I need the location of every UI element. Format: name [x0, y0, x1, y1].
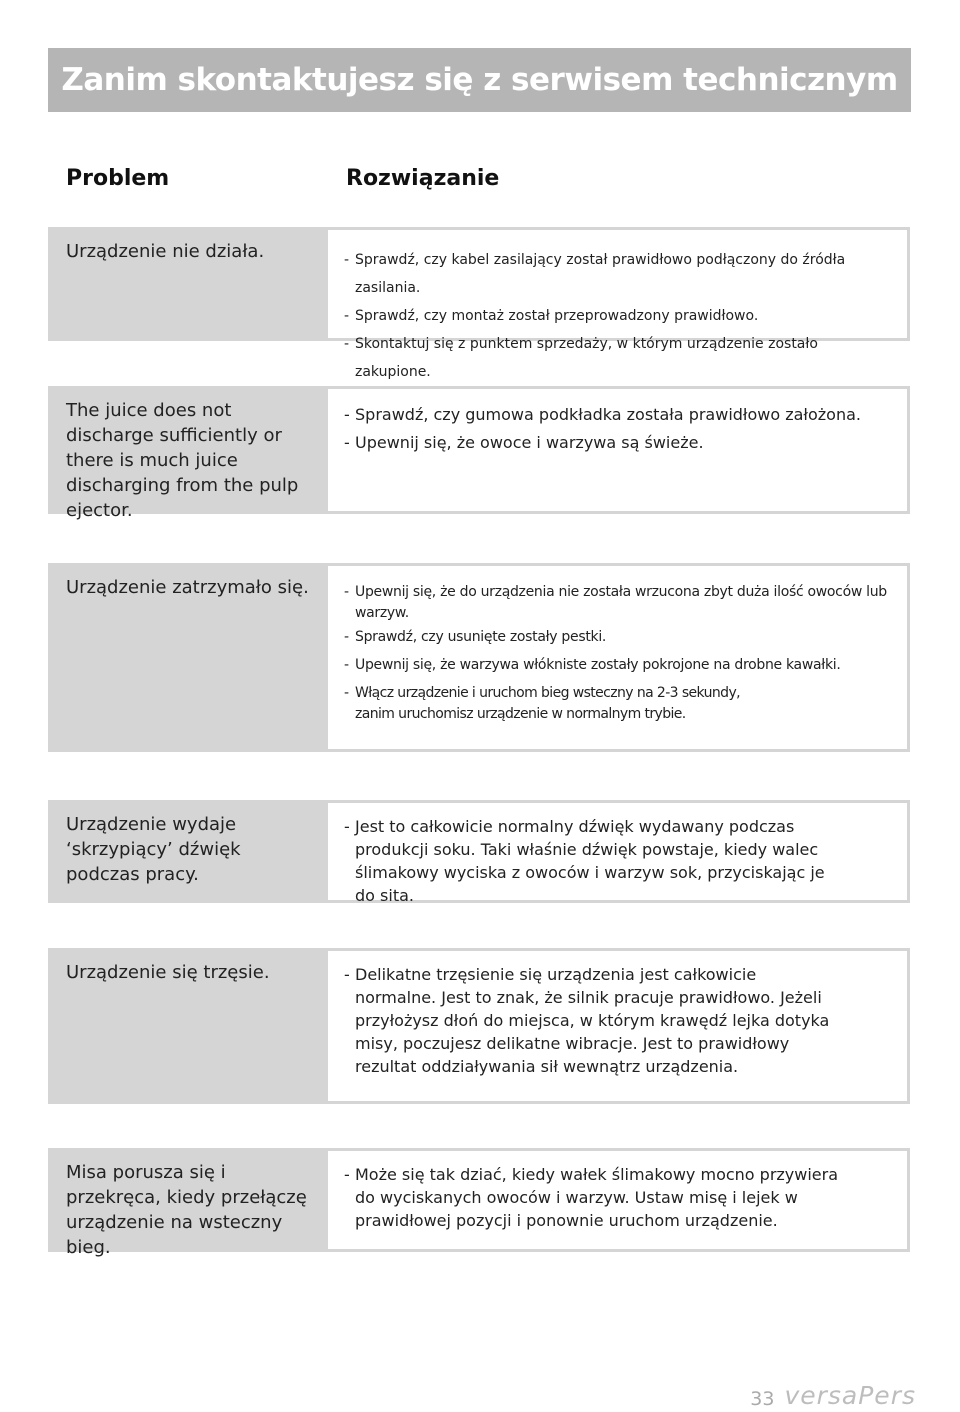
solution-item: - Skontaktuj się z punktem sprzedaży, w którym urządzenie zostało zakupione. — [344, 336, 818, 380]
solution-cell — [328, 800, 910, 903]
problem-cell: The juice does not discharge sufficiently or there is much juice discharging from the pulp ejector. — [48, 386, 328, 514]
table-row — [48, 563, 910, 752]
table-row — [48, 227, 910, 380]
table-row — [48, 948, 910, 1104]
solution-item: - Może się tak dziać, kiedy wałek ślimakowy mocno przywiera do wyciskanych owoców i warzyw. Ustaw misę i lejek w prawidłowej pozycji i ponownie uruchom urządzenie. — [344, 1165, 839, 1230]
solution-item: - Sprawdź, czy gumowa podkładka została prawidłowo założona. — [344, 405, 861, 424]
solution-cell — [328, 227, 910, 380]
page-footer — [750, 1381, 916, 1410]
problem-cell: Urządzenie nie działa. — [48, 227, 328, 341]
solution-item: - Sprawdź, czy montaż został przeprowadzony prawidłowo. — [344, 308, 759, 324]
table-row — [48, 800, 910, 903]
solution-column-header: Rozwiązanie — [346, 166, 500, 191]
page-number: 33 — [750, 1388, 775, 1410]
brand-logo: versaPers — [784, 1381, 916, 1410]
solution-item: - Włącz urządzenie i uruchom bieg wsteczny na 2-3 sekundy, zanim uruchomisz urządzenie w normalnym trybie. — [344, 685, 740, 722]
page-title: Zanim skontaktujesz się z serwisem technicznym — [48, 48, 911, 112]
problem-cell: Urządzenie zatrzymało się. — [48, 563, 328, 752]
problem-cell: Urządzenie wydaje ‘skrzypiący’ dźwięk podczas pracy. — [48, 800, 328, 903]
solution-cell — [328, 1148, 910, 1252]
solution-item: - Upewnij się, że warzywa włókniste zostały pokrojone na drobne kawałki. — [344, 657, 841, 673]
solution-cell — [328, 948, 910, 1104]
table-row — [48, 386, 910, 521]
solution-item: - Delikatne trzęsienie się urządzenia jest całkowicie normalne. Jest to znak, że silnik pracuje prawidłowo. Jeżeli przyłożysz dłoń do miejsca, w którym krawędź lejka dotyka misy, poczujesz delikatne wibracje. Jest to prawidłowy rezultat oddziaływania sił wewnątrz urządzenia. — [344, 965, 830, 1076]
solution-cell — [328, 563, 910, 752]
problem-column-header: Problem — [66, 166, 170, 191]
solution-item: - Upewnij się, że do urządzenia nie została wrzucona zbyt duża ilość owoców lub warzyw. — [344, 584, 887, 621]
solution-item: - Upewnij się, że owoce i warzywa są świeże. — [344, 433, 704, 452]
solution-item: - Sprawdź, czy kabel zasilający został prawidłowo podłączony do źródła zasilania. — [344, 252, 846, 296]
problem-cell: Misa porusza się i przekręca, kiedy przełączę urządzenie na wsteczny bieg. — [48, 1148, 328, 1252]
problem-cell: Urządzenie się trzęsie. — [48, 948, 328, 1104]
solution-cell — [328, 386, 910, 514]
solution-item: - Sprawdź, czy usunięte zostały pestki. — [344, 629, 607, 645]
table-row — [48, 1148, 910, 1258]
solution-item: - Jest to całkowicie normalny dźwięk wydawany podczas produkcji soku. Taki właśnie dźwięk powstaje, kiedy walec ślimakowy wyciska z owoców i warzyw sok, przyciskając je do sita. — [344, 817, 825, 905]
